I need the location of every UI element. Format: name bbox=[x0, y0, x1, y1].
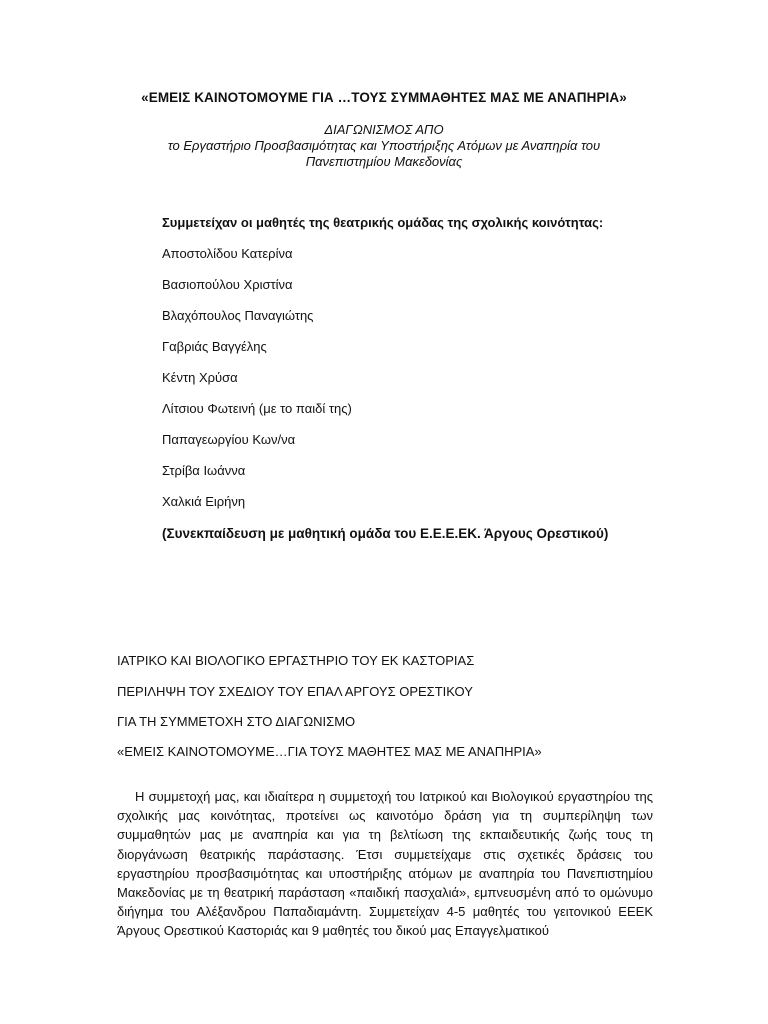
participant-name: Χαλκιά Ειρήνη bbox=[162, 494, 246, 509]
section-heading-lab: ΙΑΤΡΙΚΟ ΚΑΙ ΒΙΟΛΟΓΙΚΟ ΕΡΓΑΣΤΗΡΙΟ ΤΟΥ ΕΚ ΚΑΣΤΟΡΙΑΣ bbox=[117, 653, 475, 668]
subtitle-line-1: ΔΙΑΓΩΝΙΣΜΟΣ ΑΠΟ bbox=[324, 122, 444, 137]
participant-name: Στρίβα Ιωάννα bbox=[162, 463, 246, 478]
section-heading-competition-title: «ΕΜΕΙΣ ΚΑΙΝΟΤΟΜΟΥΜΕ…ΓΙΑ ΤΟΥΣ ΜΑΘΗΤΕΣ ΜΑΣ ΜΕ ΑΝΑΠΗΡΙΑ» bbox=[117, 744, 542, 759]
participant-name: Λίτσιου Φωτεινή (με το παιδί της) bbox=[162, 401, 352, 416]
document-title: «ΕΜΕΙΣ ΚΑΙΝΟΤΟΜΟΥΜΕ ΓΙΑ …ΤΟΥΣ ΣΥΜΜΑΘΗΤΕΣ ΜΑΣ ΜΕ ΑΝΑΠΗΡΙΑ» bbox=[141, 90, 627, 105]
participants-heading: Συμμετείχαν οι μαθητές της θεατρικής ομάδας της σχολικής κοινότητας: bbox=[162, 215, 604, 230]
section-heading-summary: ΠΕΡΙΛΗΨΗ ΤΟΥ ΣΧΕΔΙΟΥ ΤΟΥ ΕΠΑΛ ΑΡΓΟΥΣ ΟΡΕΣΤΙΚΟΥ bbox=[117, 684, 473, 699]
participant-name: Αποστολίδου Κατερίνα bbox=[162, 246, 293, 261]
participant-name: Παπαγεωργίου Κων/να bbox=[162, 432, 296, 447]
participant-name: Βλαχόπουλος Παναγιώτης bbox=[162, 308, 314, 323]
participants-list bbox=[162, 246, 352, 525]
section-heading-participation: ΓΙΑ ΤΗ ΣΥΜΜΕΤΟΧΗ ΣΤΟ ΔΙΑΓΩΝΙΣΜΟ bbox=[117, 714, 356, 729]
participant-name: Κέντη Χρύσα bbox=[162, 370, 238, 385]
body-paragraph: Η συμμετοχή μας, και ιδιαίτερα η συμμετοχή του Ιατρικού και Βιολογικού εργαστηρίου της σχολικής μας κοινότητας, προτείνει ως καινοτόμο δράση για τη συμπερίληψη των συμμαθητών μας με αναπηρία και για τη βελτίωση της εκπαιδευτικής ζωής τους τη διοργάνωση θεατρικής παράστασης. Έτσι συμμετείχαμε στις σχετικές δράσεις του εργαστηρίου προσβασιμότητας και υποστήριξης ατόμων με αναπηρία του Πανεπιστημίου Μακεδονίας με τη θεατρική παράσταση «παιδική πασχαλιά», εμπνευσμένη από το ομώνυμο διήγημα του Αλέξανδρου Παπαδιαμάντη. Συμμετείχαν 4-5 μαθητές του γειτονικού ΕΕΕΚ Άργους Ορεστικού Καστοριάς και 9 μαθητές του δικού μας Επαγγελματικού bbox=[117, 789, 653, 939]
subtitle-line-2: το Εργαστήριο Προσβασιμότητας και Υποστήριξης Ατόμων με Αναπηρία του bbox=[167, 138, 601, 153]
participant-name: Βασιοπούλου Χριστίνα bbox=[162, 277, 293, 292]
co-education-note: (Συνεκπαίδευση με μαθητική ομάδα του Ε.Ε.Ε.ΕΚ. Άργους Ορεστικού) bbox=[162, 526, 609, 541]
participant-name: Γαβριάς Βαγγέλης bbox=[162, 339, 267, 354]
subtitle-line-3: Πανεπιστημίου Μακεδονίας bbox=[305, 154, 463, 169]
